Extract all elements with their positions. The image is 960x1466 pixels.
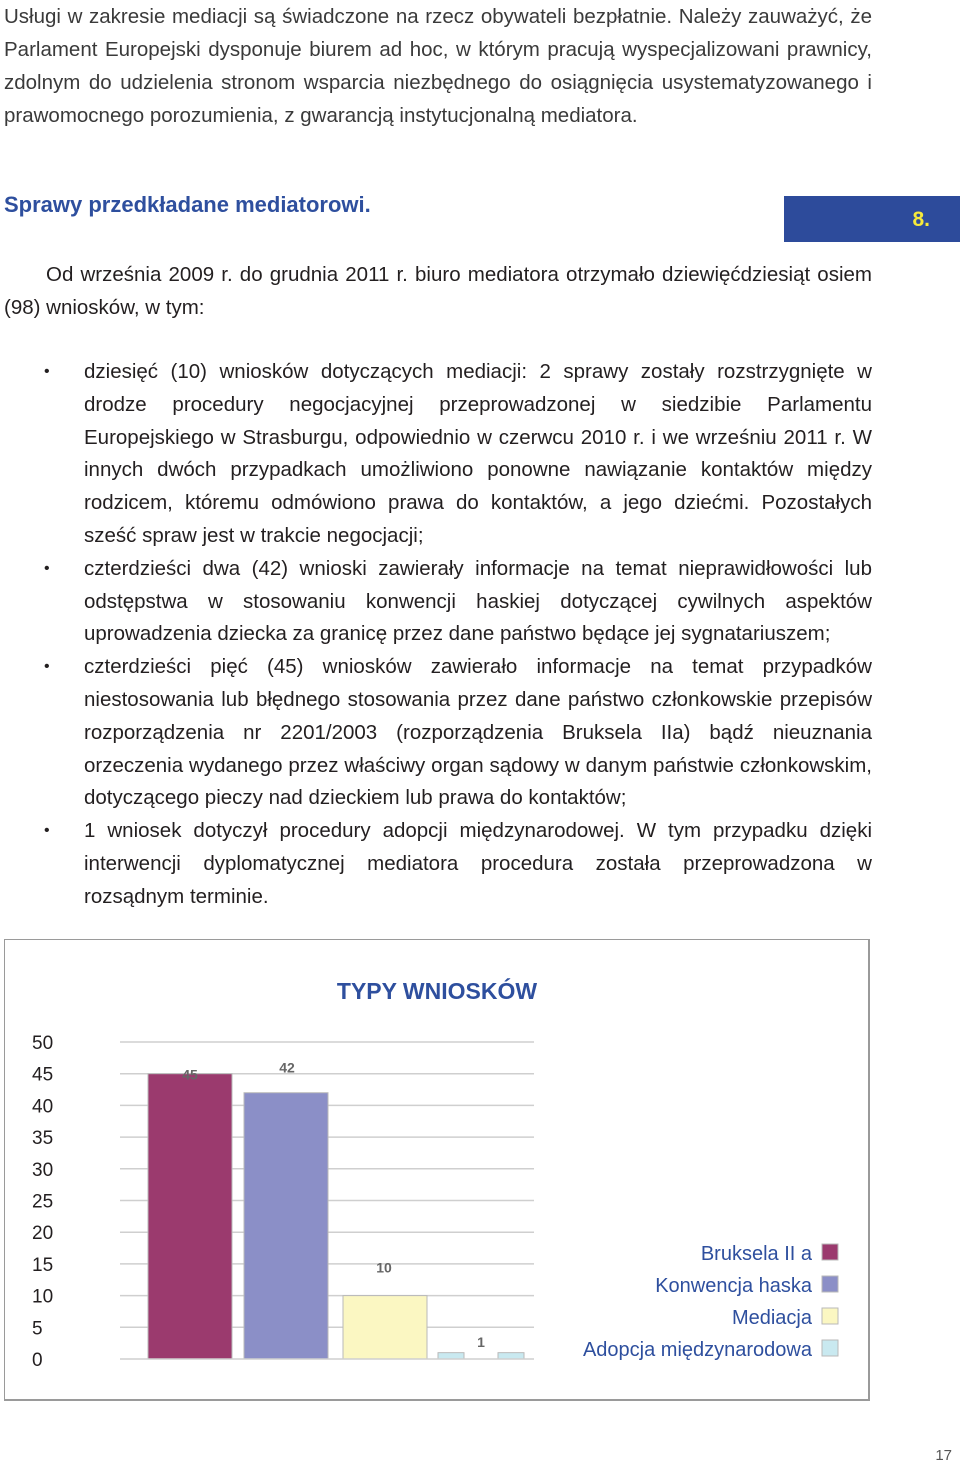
- y-tick-label: 50: [32, 1033, 54, 1054]
- lead-text: Od września 2009 r. do grudnia 2011 r. biuro mediatora otrzymało dziewięćdziesiąt osiem (98) wniosków, w tym:: [4, 263, 872, 319]
- legend-swatch: [822, 1276, 838, 1292]
- data-label: 1: [477, 1334, 485, 1350]
- data-label: 45: [182, 1066, 198, 1083]
- legend-label: Bruksela II a: [700, 1243, 812, 1265]
- section-title: Sprawy przedkładane mediatorowi.: [4, 192, 371, 217]
- chapter-number: 8.: [912, 208, 930, 231]
- chapter-marker: [784, 196, 960, 242]
- legend-swatch: [822, 1308, 838, 1324]
- bar: [498, 1353, 524, 1359]
- list-item: • 1 wniosek dotyczył procedury adopcji międzynarodowej. W tym przypadku dzięki interwencji dyplomatycznej mediatora procedura została przeprowadzona w rozsądnym terminie.: [84, 815, 872, 913]
- y-tick-label: 20: [32, 1223, 54, 1245]
- y-tick-label: 30: [32, 1159, 54, 1181]
- bar: [148, 1074, 232, 1359]
- list-item: • czterdzieści dwa (42) wnioski zawierały informacje na temat nieprawidłowości lub odstępstwa w stosowaniu konwencji haskiej dotyczącej cywilnych aspektów uprowadzenia dziecka za granicę przez dane państwo będące jej sygnatariuszem;: [84, 553, 872, 651]
- y-tick-label: 0: [32, 1350, 43, 1371]
- bar: [438, 1353, 464, 1359]
- intro-paragraph: Usługi w zakresie mediacji są świadczone na rzecz obywateli bezpłatnie. Należy zauważyć, że Parlament Europejski dysponuje biurem ad hoc, w którym pracują wyspecjalizowani prawnicy, zdolnym do udzielenia stronom wsparcia niezbędnego do osiągnięcia usystematyzowanego i prawomocnego porozumienia, z gwarancją instytucjonalną mediatora.: [4, 5, 872, 127]
- y-tick-label: 25: [32, 1191, 54, 1213]
- chart-title: TYPY WNIOSKÓW: [336, 978, 538, 1004]
- legend-label: Konwencja haska: [655, 1275, 812, 1297]
- request-list: [84, 356, 872, 914]
- legend-swatch: [822, 1340, 838, 1356]
- lead-paragraph: [4, 258, 872, 324]
- y-tick-label: 10: [32, 1286, 54, 1308]
- bar: [244, 1093, 328, 1359]
- y-tick-label: 45: [32, 1064, 54, 1086]
- bar: [343, 1296, 427, 1359]
- legend-label: Adopcja międzynarodowa: [582, 1339, 812, 1361]
- data-label: 42: [279, 1059, 295, 1076]
- list-item: • czterdzieści pięć (45) wniosków zawierało informacje na temat przypadków niestosowania lub błędnego stosowania przez dane państwo członkowskie przepisów rozporządzenia nr 2201/2003 (rozporządzenia Bruksela IIa) bądź nieuznania orzeczenia wydanego przez właściwy organ sądowy w danym państwie członkowskim, dotyczącego pieczy nad dzieckiem lub prawa do kontaktów;: [84, 651, 872, 815]
- page-number: 17: [935, 1447, 952, 1464]
- list-item: • dziesięć (10) wniosków dotyczących mediacji: 2 sprawy zostały rozstrzygnięte w drodze procedury negocjacyjnej przeprowadzonej w siedzibie Parlamentu Europejskiego w Strasburgu, odpowiednio w czerwcu 2010 r. i we wrześniu 2011 r. W innych dwóch przypadkach umożliwiono ponowne nawiązanie kontaktów między rodzicem, któremu odmówiono prawa do kontaktów, a jego dziećmi. Pozostałych sześć spraw jest w trakcie negocjacji;: [84, 356, 872, 553]
- y-tick-label: 35: [32, 1128, 54, 1150]
- bar-chart: [0, 1020, 874, 1400]
- y-tick-label: 40: [32, 1096, 54, 1118]
- legend-swatch: [822, 1244, 838, 1260]
- data-label: 10: [376, 1259, 392, 1276]
- y-tick-label: 5: [32, 1318, 43, 1340]
- legend-label: Mediacja: [731, 1307, 812, 1329]
- y-tick-label: 15: [32, 1254, 54, 1276]
